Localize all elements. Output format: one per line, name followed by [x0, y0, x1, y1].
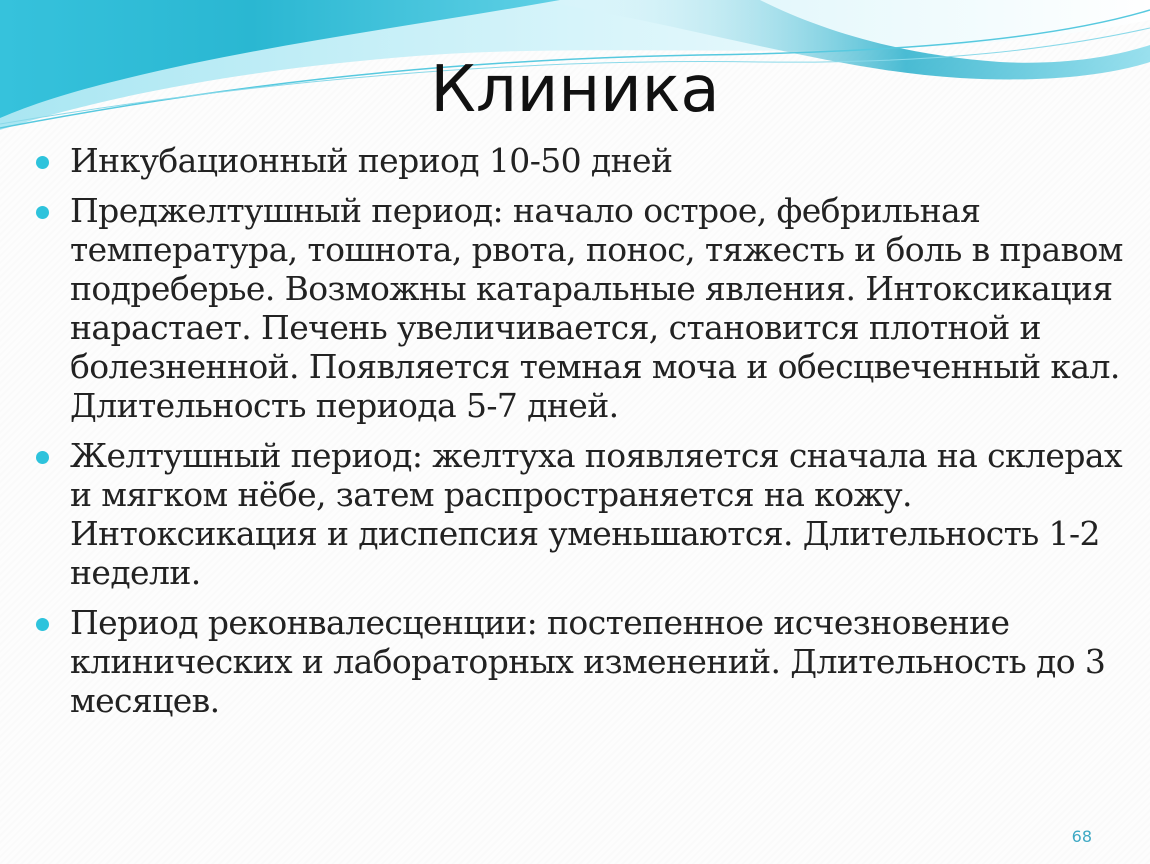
- bullet-text: Желтушный период: желтуха появляется сначала на склерах и мягком нёбе, затем распространяется на кожу. Интоксикация и диспепсия уменьшаются. Длительность 1-2 недели.: [70, 436, 1122, 592]
- bullet-dot-icon: [36, 206, 49, 219]
- bullet-dot-icon: [36, 451, 49, 464]
- page-number: 68: [1071, 827, 1092, 846]
- bullet-text: Инкубационный период 10-50 дней: [70, 141, 673, 180]
- bullet-list: [70, 141, 1140, 731]
- slide-title: Клиника: [430, 53, 720, 127]
- bullet-dot-icon: [36, 156, 49, 169]
- bullet-convalescence-period: [70, 603, 1140, 720]
- bullet-text: Период реконвалесценции: постепенное исчезновение клинических и лабораторных изменений. Длительность до 3 месяцев.: [70, 603, 1106, 720]
- bullet-text: Преджелтушный период: начало острое, фебрильная температура, тошнота, рвота, понос, тяжесть и боль в правом подреберье. Возможны катаральные явления. Интоксикация нарастает. Печень увеличивается, становится плотной и болезненной. Появляется темная моча и обесцвеченный кал. Длительность периода 5-7 дней.: [70, 191, 1123, 425]
- bullet-dot-icon: [36, 618, 49, 631]
- bullet-jaundice-period: [70, 436, 1140, 592]
- bullet-prejaundice-period: [70, 191, 1140, 425]
- bullet-incubation-period: [70, 141, 1140, 180]
